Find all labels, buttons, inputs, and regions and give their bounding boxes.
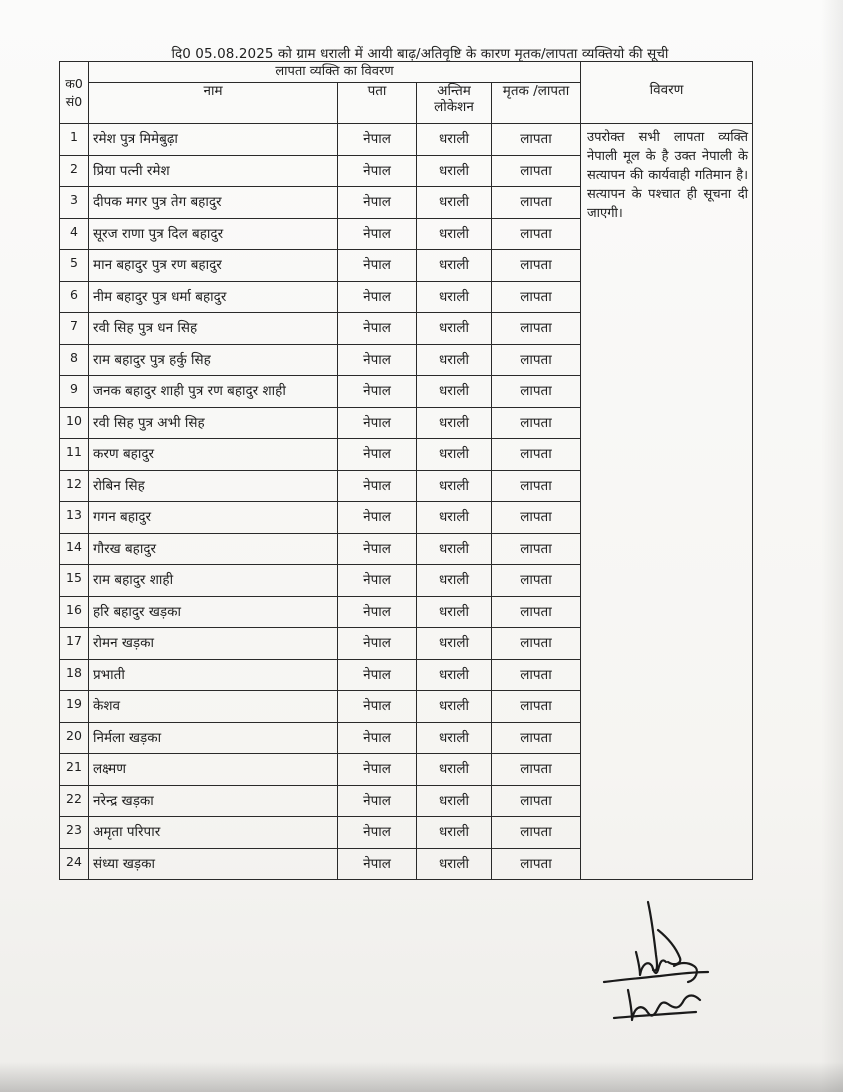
cell-address: नेपाल: [338, 502, 417, 534]
cell-serial-number: 7: [60, 313, 89, 345]
cell-name: राम बहादुर पुत्र हर्कु सिह: [89, 344, 338, 376]
cell-status: लापता: [492, 281, 581, 313]
cell-status: लापता: [492, 313, 581, 345]
cell-address: नेपाल: [338, 376, 417, 408]
cell-status: लापता: [492, 691, 581, 723]
cell-status: लापता: [492, 124, 581, 156]
cell-address: नेपाल: [338, 407, 417, 439]
cell-name: दीपक मगर पुत्र तेग बहादुर: [89, 187, 338, 219]
cell-status: लापता: [492, 250, 581, 282]
cell-status: लापता: [492, 470, 581, 502]
cell-last-location: धराली: [417, 565, 492, 597]
cell-address: नेपाल: [338, 722, 417, 754]
cell-status: लापता: [492, 155, 581, 187]
cell-name: जनक बहादुर शाही पुत्र रण बहादुर शाही: [89, 376, 338, 408]
cell-last-location: धराली: [417, 596, 492, 628]
cell-name: निर्मला खड़का: [89, 722, 338, 754]
cell-address: नेपाल: [338, 596, 417, 628]
cell-serial-number: 24: [60, 848, 89, 880]
cell-serial-number: 13: [60, 502, 89, 534]
cell-address: नेपाल: [338, 439, 417, 471]
cell-address: नेपाल: [338, 628, 417, 660]
cell-status: लापता: [492, 596, 581, 628]
cell-address: नेपाल: [338, 281, 417, 313]
cell-name: हरि बहादुर खड़का: [89, 596, 338, 628]
cell-status: लापता: [492, 565, 581, 597]
cell-last-location: धराली: [417, 659, 492, 691]
cell-name: गौरख बहादुर: [89, 533, 338, 565]
cell-status: लापता: [492, 187, 581, 219]
cell-remarks: उपरोक्त सभी लापता व्यक्ति नेपाली मूल के है उक्त नेपाली के सत्यापन की कार्यवाही गतिमान है। सत्यापन के पश्चात ही सूचना दी जाएगी।: [581, 124, 753, 880]
cell-last-location: धराली: [417, 407, 492, 439]
cell-last-location: धराली: [417, 691, 492, 723]
header-last-location: [417, 83, 492, 124]
cell-last-location: धराली: [417, 628, 492, 660]
cell-address: नेपाल: [338, 565, 417, 597]
page-edge-shadow: [821, 0, 843, 1092]
cell-status: लापता: [492, 754, 581, 786]
cell-last-location: धराली: [417, 533, 492, 565]
cell-serial-number: 2: [60, 155, 89, 187]
cell-serial-number: 5: [60, 250, 89, 282]
header-group-missing-person-details: लापता व्यक्ति का विवरण: [89, 62, 581, 83]
cell-serial-number: 17: [60, 628, 89, 660]
cell-last-location: धराली: [417, 313, 492, 345]
cell-name: करण बहादुर: [89, 439, 338, 471]
header-serial-line1: क0: [65, 75, 83, 91]
cell-serial-number: 3: [60, 187, 89, 219]
cell-last-location: धराली: [417, 722, 492, 754]
cell-status: लापता: [492, 344, 581, 376]
cell-last-location: धराली: [417, 250, 492, 282]
cell-address: नेपाल: [338, 848, 417, 880]
table-row: [60, 124, 753, 156]
cell-serial-number: 10: [60, 407, 89, 439]
cell-status: लापता: [492, 659, 581, 691]
cell-name: केशव: [89, 691, 338, 723]
cell-serial-number: 6: [60, 281, 89, 313]
cell-last-location: धराली: [417, 281, 492, 313]
cell-serial-number: 11: [60, 439, 89, 471]
cell-address: नेपाल: [338, 155, 417, 187]
cell-status: लापता: [492, 722, 581, 754]
cell-serial-number: 19: [60, 691, 89, 723]
cell-address: नेपाल: [338, 785, 417, 817]
table-body: [60, 124, 753, 880]
cell-last-location: धराली: [417, 754, 492, 786]
cell-address: नेपाल: [338, 691, 417, 723]
cell-last-location: धराली: [417, 124, 492, 156]
cell-address: नेपाल: [338, 533, 417, 565]
cell-address: नेपाल: [338, 817, 417, 849]
header-name: नाम: [89, 83, 338, 124]
cell-serial-number: 15: [60, 565, 89, 597]
cell-name: संध्या खड़का: [89, 848, 338, 880]
cell-name: रोबिन सिह: [89, 470, 338, 502]
cell-serial-number: 9: [60, 376, 89, 408]
header-address: पता: [338, 83, 417, 124]
header-location-line1: अन्तिम: [437, 83, 471, 99]
cell-status: लापता: [492, 848, 581, 880]
cell-name: रवी सिह पुत्र धन सिह: [89, 313, 338, 345]
header-location-line2: लोकेशन: [434, 99, 474, 115]
cell-last-location: धराली: [417, 502, 492, 534]
cell-status: लापता: [492, 785, 581, 817]
cell-address: नेपाल: [338, 754, 417, 786]
cell-serial-number: 18: [60, 659, 89, 691]
cell-name: राम बहादुर शाही: [89, 565, 338, 597]
cell-name: नीम बहादुर पुत्र धर्मा बहादुर: [89, 281, 338, 313]
cell-name: गगन बहादुर: [89, 502, 338, 534]
cell-serial-number: 14: [60, 533, 89, 565]
cell-serial-number: 1: [60, 124, 89, 156]
cell-serial-number: 21: [60, 754, 89, 786]
cell-address: नेपाल: [338, 344, 417, 376]
cell-status: लापता: [492, 817, 581, 849]
cell-status: लापता: [492, 407, 581, 439]
cell-last-location: धराली: [417, 439, 492, 471]
cell-address: नेपाल: [338, 250, 417, 282]
cell-address: नेपाल: [338, 187, 417, 219]
cell-name: सूरज राणा पुत्र दिल बहादुर: [89, 218, 338, 250]
cell-name: प्रिया पत्नी रमेश: [89, 155, 338, 187]
cell-last-location: धराली: [417, 785, 492, 817]
cell-address: नेपाल: [338, 313, 417, 345]
cell-serial-number: 12: [60, 470, 89, 502]
cell-status: लापता: [492, 439, 581, 471]
cell-last-location: धराली: [417, 155, 492, 187]
cell-status: लापता: [492, 533, 581, 565]
cell-status: लापता: [492, 218, 581, 250]
cell-serial-number: 4: [60, 218, 89, 250]
cell-status: लापता: [492, 502, 581, 534]
missing-persons-table: [59, 61, 753, 880]
cell-name: अमृता परिपार: [89, 817, 338, 849]
cell-name: लक्ष्मण: [89, 754, 338, 786]
header-remarks: विवरण: [581, 62, 753, 124]
cell-serial-number: 23: [60, 817, 89, 849]
cell-serial-number: 22: [60, 785, 89, 817]
cell-name: रवी सिह पुत्र अभी सिह: [89, 407, 338, 439]
cell-name: नरेन्द्र खड़का: [89, 785, 338, 817]
cell-status: लापता: [492, 376, 581, 408]
cell-address: नेपाल: [338, 470, 417, 502]
signature: [596, 900, 736, 1030]
cell-name: प्रभाती: [89, 659, 338, 691]
header-serial-line2: सं0: [65, 93, 83, 109]
cell-name: रमेश पुत्र मिमेबुढ़ा: [89, 124, 338, 156]
cell-last-location: धराली: [417, 344, 492, 376]
cell-last-location: धराली: [417, 187, 492, 219]
cell-status: लापता: [492, 628, 581, 660]
cell-address: नेपाल: [338, 659, 417, 691]
header-serial-number: [60, 62, 89, 124]
page-bottom-shadow: [0, 1062, 843, 1092]
header-status: मृतक /लापता: [492, 83, 581, 124]
cell-name: मान बहादुर पुत्र रण बहादुर: [89, 250, 338, 282]
cell-last-location: धराली: [417, 376, 492, 408]
cell-address: नेपाल: [338, 218, 417, 250]
cell-last-location: धराली: [417, 817, 492, 849]
cell-serial-number: 20: [60, 722, 89, 754]
cell-last-location: धराली: [417, 470, 492, 502]
cell-last-location: धराली: [417, 218, 492, 250]
cell-serial-number: 8: [60, 344, 89, 376]
document-title: दि0 05.08.2025 को ग्राम धराली में आयी बाढ़/अतिवृष्टि के कारण मृतक/लापता व्यक्तियो की सूची: [171, 46, 669, 62]
cell-address: नेपाल: [338, 124, 417, 156]
cell-serial-number: 16: [60, 596, 89, 628]
cell-name: रोमन खड़का: [89, 628, 338, 660]
cell-last-location: धराली: [417, 848, 492, 880]
